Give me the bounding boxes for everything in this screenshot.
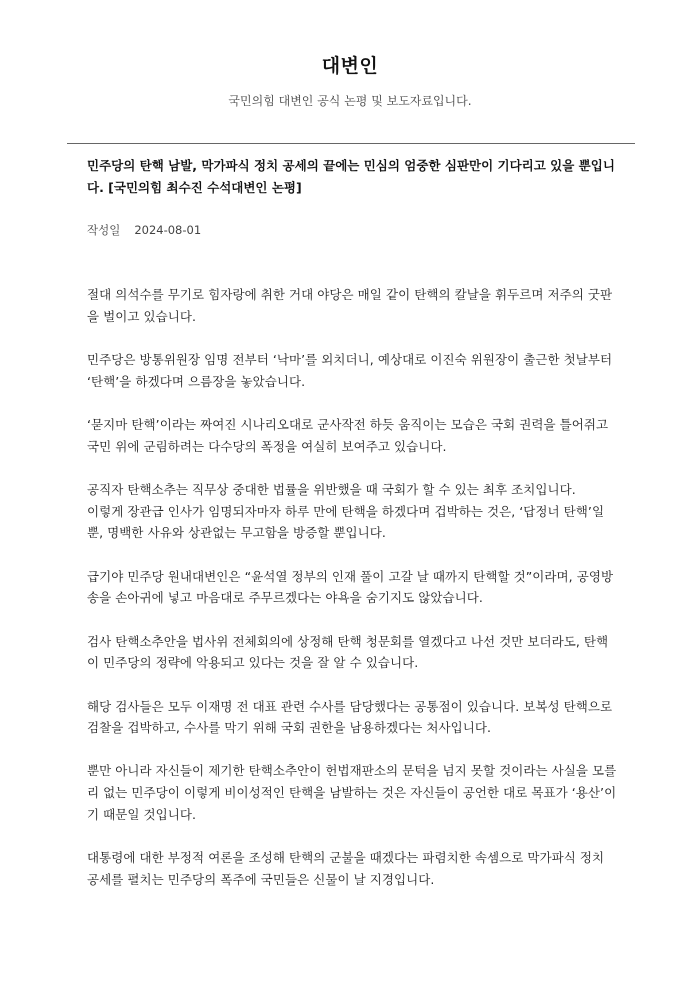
header-divider xyxy=(67,143,635,144)
paragraph: 민주당은 방통위원장 임명 전부터 ‘낙마’를 외치더니, 예상대로 이진숙 위원장이 출근한 첫날부터 ‘탄핵’을 하겠다며 으름장을 놓았습니다. xyxy=(87,351,613,389)
paragraph: ‘묻지마 탄핵’이라는 짜여진 시나리오대로 군사작전 하듯 움직이는 모습은 국회 권력을 틀어쥐고 국민 위에 군림하려는 다수당의 폭정을 여실히 보여주고 있습니다. xyxy=(87,416,609,454)
site-description: 국민의힘 대변인 공식 논평 및 보도자료입니다. xyxy=(228,94,472,108)
date-label: 작성일 xyxy=(87,223,121,237)
paragraph: 대통령에 대한 부정적 여론을 조성해 탄핵의 군불을 때겠다는 파렴치한 속셈으로 막가파식 정치 공세를 펼치는 민주당의 폭주에 국민들은 신물이 날 지경입니다. xyxy=(87,850,605,887)
article-date: 2024-08-01 xyxy=(134,223,202,237)
article-body xyxy=(87,284,617,912)
paragraph: 공직자 탄핵소추는 직무상 중대한 법률을 위반했을 때 국회가 할 수 있는 최후 조치입니다. 이렇게 장관급 인사가 임명되자마자 하루 만에 탄핵을 하겠다며 겁박하는 것은, ‘답정너 탄핵’일뿐, 명백한 사유와 상관없는 무고함을 방증할 뿐입니다. xyxy=(87,481,605,541)
paragraph: 해당 검사들은 모두 이재명 전 대표 관련 수사를 담당했다는 공통점이 있습니다. 보복성 탄핵으로 검찰을 겁박하고, 수사를 막기 위해 국회 권한을 남용하겠다는 처사입니다. xyxy=(87,698,613,736)
paragraph: 절대 의석수를 무기로 힘자랑에 취한 거대 야당은 매일 같이 탄핵의 칼날을 휘두르며 저주의 굿판을 벌이고 있습니다. xyxy=(87,287,613,324)
site-title: 대변인 xyxy=(321,55,379,77)
page-header xyxy=(0,0,700,109)
article-meta xyxy=(87,222,201,238)
article-title: 민주당의 탄핵 남발, 막가파식 정치 공세의 끝에는 민심의 엄중한 심판만이 기다리고 있을 뿐입니다. [국민의힘 최수진 수석대변인 논평] xyxy=(87,158,615,195)
paragraph: 검사 탄핵소추안을 법사위 전체회의에 상정해 탄핵 청문회를 열겠다고 나선 것만 보더라도, 탄핵이 민주당의 정략에 악용되고 있다는 것을 잘 알 수 있습니다. xyxy=(87,633,609,671)
paragraph: 급기야 민주당 원내대변인은 “윤석열 정부의 인재 풀이 고갈 날 때까지 탄핵할 것”이라며, 공영방송을 손아귀에 넣고 마음대로 주무르겠다는 야욕을 숨기지도 않았습니다. xyxy=(87,568,614,606)
paragraph: 뿐만 아니라 자신들이 제기한 탄핵소추안이 헌법재판소의 문턱을 넘지 못할 것이라는 사실을 모를 리 없는 민주당이 이렇게 비이성적인 탄핵을 남발하는 것은 자신들이 공언한 대로 목표가 ‘용산’이기 때문일 것입니다. xyxy=(87,763,617,822)
